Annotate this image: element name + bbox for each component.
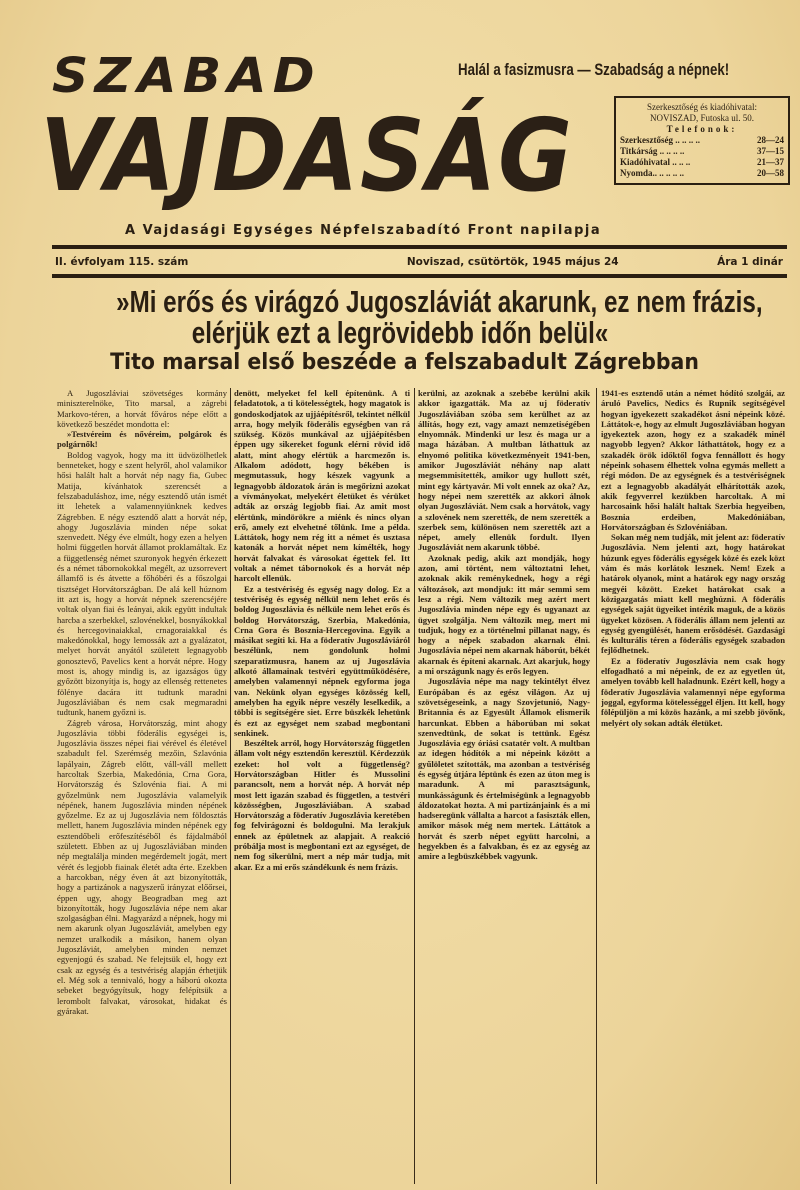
article-paragraph: denött, melyeket fel kell építenünk. A ti feladatotok, a ti kötelességtek, hogy magatok is gondoskodjatok az ujjáépítésről, tekintet nélkül arra, hogy melyik föderális egységben van rá szükség. Közös munkával az ujjáépítésben éppen ugy sikereket fogunk elérni rövid idő alatt, mint ahogy elértük a harcmezőn is. Alkalom adódott, hogy békében is megmutassuk, hogy készek vagyunk a legnagyobb áldozatok árán is megőrizni azokat a vívmányokat, melyekért életüket és vérüket adták az ország legjobb fiai. Az amit most elértünk, mindörökre a miénk és nincs olyan erő, amely ezt elvehetné tőlünk. Ime a példa. Láttátok, hogy nem rég itt a német és usztasa katonák a horvát népet nem kímélték, hogy horvát falvakat és városokat égettek fel. Itt voltak a német tábornokok és a horvát nép harcolt ellenük. — [234, 388, 410, 584]
masthead-title: VAJDASÁG — [40, 97, 574, 214]
article-paragraph: Jugoszlávia népe ma nagy tekintélyt élvez Európában és az egész világon. Az uj szövetségeseink, a nagy Szovjetunió, Nagy-Britannia és az Egyesült Államok elismerik harcunkat. Ebben a háborúban mi sokat szenvedtünk, de sokat is tettünk. Egész Jugoszlávia egy óriási csatatér volt. A multban az idegen hódítók a mi népeink között a gyűlöletet szították, ma azonban a testvériség és egység útjára léptünk és ezen az úton meg is maradunk. A mi parasztságunk, munkásságunk és értelmiségünk a legnagyobb áldozatokat hozta. A mi partizánjaink és a mi hadseregünk vállalta a harcot a fasiszták ellen, amikor mások még nem mertek. Láttátok a horvát és szerb népet együtt harcolni, a hegyekben és a falvakban, és ez az egység az amire a legbüszkébbek vagyunk. — [418, 676, 590, 862]
dateline — [55, 256, 783, 269]
editorial-info-box — [614, 96, 790, 185]
divider-rule — [52, 245, 787, 249]
info-office: Szerkesztőség és kiadóhivatal: — [647, 102, 757, 112]
masthead-slogan: Halál a fasizmusra — Szabadság a népnek! — [458, 60, 730, 79]
article-paragraph: Ez a föderatív Jugoszlávia nem csak hogy elfogadható a mi népeink, de ez az egyetlen út, amelyen tovább kell haladnunk. Ezért kell, hogy a föderatív Jugoszlávia valamennyi népe egyforma joggal, egyforma kötelességgel éljen. Itt kell, hogy fölépüljön a mi közös hazánk, a mi szebb jövőnk, melyért oly sokan adták életüket. — [601, 655, 785, 728]
article-paragraph: kerülni, az azoknak a szebébe kerülni akik akkor igazgatták. Ma az uj föderatív Jugoszláviában szóba sem kerülhet az az állítás, hogy ezt, vagy amazt nemzetiségében elnyomnák. Mindenki ur lesz és maga ur a maga házában. A multban láthattuk az elnyomó politika következményeit 1941-ben, amikor Jugoszláviát néhány nap alatt megsemmisítették, amikor ugy hullott szét, mint egy kártyavár. Mi volt ennek az oka? Az, hogy népei nem szerették az akkori álnok olyan Jugoszláviát. Nem csak a horvátok, vagy a szlovének nem szerették, de nem szerették a szerbek sem, különösen nem szerették azt a népet, amely ellenük fordult. Ilyen Jugoszláviát nem akarunk többé. — [418, 388, 590, 553]
phone-label: Titkárság .. .. .. .. — [620, 146, 685, 156]
article-paragraph: Sokan még nem tudják, mit jelent az: föderatív Jugoszlávia. Nem jelenti azt, hogy határokat húzunk egyes föderális egységek közé és ezek közt vám és más korlátok lesznek. Nem! Ezek a határok olyanok, mint a határok egy nagy ország megyéi között. Ezeket határokat csak a közigazgatás miatt kell meghúzni. A föderális egységek saját ügyeiket intézik maguk, de a közös ügyeket közösen. A föderális állam nem jelenti az egység gyengülését, hanem erősödését. Gazdasági és kulturális téren a föderális egységek szabadon fejlődhetnek. — [601, 532, 785, 656]
phone-label: Szerkesztőség .. .. .. .. — [620, 135, 700, 145]
phone-row — [620, 157, 784, 168]
article-paragraph: Azoknak pedig, akik azt mondják, hogy azon, ami történt, nem változtatni lehet, azoknak akik reménykednek, hogy a régi változások, azt mondjuk: itt már semmi sem lesz a régi. Nem változik meg azért mert Jugoszlávia minden népe egy és ugyanazt az ügyet szolgálja. Nem változik meg, mert mi tudjuk, hogy ez a történelmi pillanat nagy, és hogy a népek szabadon akarnak élni. Jugoszlávia népei nem akarnak háborút, békét akarnak és építeni akarnak. Azt akarjuk, hogy a mi országunk nagy és erős legyen. — [418, 552, 590, 677]
article-paragraph: Boldog vagyok, hogy ma itt üdvözölhetlek benneteket, hogy e szent helyről, ahol valamikor hősi halált halt a horvát nép nagy fia, Gubec Matija, kívánhatok szerencsét a felszabaduláshoz, ime, négy esztendő után ismét itt lehetek a valamennyiünknek kedves Zágrebben. E négy esztendő alatt a horvát nép, ahogy Jugoszlávia minden népe sokat szenvedett. Négy éve elmúlt, hogy ezen a helyen holmi független horvát államot proklamáltak. Ez a függetlenség német szuronyok hegyén érkezett és a német tábornokokkal megélt, az uzsorrevert államfő is és átvette a főhóbéri és a főszolgai tisztséget Horvátországban. De alá kell húznom itt azt is, hogy a horvát népnek szerencséjére voltak olyan fiai és leányai, akik együtt indultak harcba a szerbekkel, szlovénekkel, bosnyákokkal és hercegovinaiakkal, crnagoraiakkal és makedónokkal, hogy lemossák azt a gyalázatot, melyet horvát anyától született legnagyobb gonosztevő, Pavelics kent a horvát népre. Hogy most is, ahogy mindig is, az igazságos ügy győzött bizonyítja is, hogy az ellenség rettenetes fölénye dacára itt tudtunk maradni Jugoszláviában és nem csak megmaradni tudtunk, hanem győzni is. — [57, 449, 227, 718]
column-divider — [230, 388, 231, 1184]
place-date: Noviszad, csütörtök, 1945 május 24 — [406, 256, 619, 268]
article-paragraph: Zágreb városa, Horvátország, mint ahogy Jugoszlávia többi föderális egységei is, Jugoszlávia összes népei fiai vérével és életével szabadult fel. Szerémség mezőin, Szlavónia lapályain, Zágreb előtt, váll-váll mellett harcoltak Szerbia, Makedónia, Crna Gora, Horvátország és Szlovénia fiai. A mi győzelmünk nem Jugoszlávia valamelyik népének, hanem Jugoszlávia minden népének győzelme. Ez az uj Jugoszlávia nem földosztás mellett, hanem Jugoszlávia minden népének egy esztendőbeli erőfeszítéséből és fájdalmából született. Ebben az uj Jugoszláviában minden nép megtalálja minden megérdemelt jogát, mert vérét és legjobb fiainak életét adta érte. Ezekben a harcokban, négy éven át azt bizonyították, hogy a partizánok a nagyszerű irányzat előőrsei, éppen ugy, ahogy Beogradban meg azt bizonyították, hogy Jugoszlávia népe nem akar szolgaságban élni. Magyarázd a népnek, hogy mi nem akarunk olyan Jugoszláviát, amelyben egy nemzet uralkodik a másikon, hanem olyan Jugoszláviát, amelyben minden nemzet egyenjogú és szabad. Ne felejtsük el, hogy ezt csak az egység és a testvériség alapján érhetjük el. Még sok a tennivaló, hogy a háború okozta sebeket begyógyítsuk, hogy felépítsük a lerombolt falvakat, városokat, hidakat és gyárakat. — [57, 717, 227, 1016]
phone-number: 37—15 — [757, 146, 784, 156]
divider-rule — [52, 274, 787, 278]
headline-line2: elérjük ezt a legrövidebb időn belül« — [191, 315, 609, 350]
headline-line1: »Mi erős és virágzó Jugoszláviát akarunk, ez nem frázis, — [116, 284, 763, 319]
article-paragraph: A Jugoszláviai szövetséges kormány miniszterelnöke, Tito marsal, a zágrebi Markovo-téren, a horvát főváros népe előtt a következő beszédet mondotta el: — [57, 388, 227, 429]
phone-row — [620, 135, 784, 146]
column-divider — [596, 388, 597, 1184]
article-paragraph: 1941-es esztendő után a német hódító szolgái, az áruló Pavelics, Nedics és Rupnik segítségével hogyan igyekezett szakadékot ásni népeink közé. Láttátok-e, hogy az elmult Jugoszláviában hogyan igyekeztek azon, hogy ez a szakadék minél nagyobb legyen? Akkor láthattátok, hogy ez a szakadék örök időktől fogva fennállott és hogy népeink sohasem élhettek volna egymás mellett a régi módon. De az egységnek és a testvériségnek ezt a legnagyobb akadályát elhárították azok, akik fegyverrel kezükben harcoltak. A mi harcosaink hősi halált haltak Szerbia hegyeiben, Bosznia erdeiben, Makedóniában, Horvátországban és Szlovéniában. — [601, 388, 785, 532]
article-paragraph: »Testvéreim és nővéreim, polgárok és polgárnők! — [57, 429, 227, 450]
column-divider — [414, 388, 415, 1184]
masthead-subtitle: A Vajdasági Egységes Népfelszabadító Front napilapja — [125, 223, 602, 238]
phone-number: 28—24 — [757, 135, 784, 145]
masthead-line1: SZABAD — [52, 48, 321, 104]
article-column-3 — [418, 388, 590, 1184]
main-headline — [25, 286, 775, 348]
phone-row — [620, 146, 784, 157]
phone-label: Kiadóhivatal .. .. .. — [620, 157, 691, 167]
article-paragraph: Ez a testvériség és egység nagy dolog. Ez a testvériség és egység nélkül nem lehet erős és boldog Jugoszlávia és nélküle nem lehet erős és boldog Horvátország, Szerbia, Makedónia, Crna Gora és Bosznia-Hercegovina. Egyik a másikat segíti ki. Ha a föderatív Jugoszláviáról beszélünk, nem gondolunk holmi szeparatizmusra, hanem az uj Jugoszlávia alkotó államainak testvéri együttműködésére, amelyben valamennyi népnek egyforma joga van. Nekünk olyan egységes közösség kell, amelyben ha egyik népre veszély leselkedik, a többi is segítségére siet. Erre büszkék lehetünk és ezt az egységet nem szabad megbontani senkinek. — [234, 583, 410, 738]
subheadline — [25, 350, 785, 376]
phone-label: Nyomda.. .. .. .. .. — [620, 168, 685, 178]
info-address: NOVISZAD, Futoska ul. 50. — [649, 113, 754, 123]
price: Ára 1 dinár — [717, 256, 783, 268]
article-column-2 — [234, 388, 410, 1184]
article-column-1 — [57, 388, 227, 1184]
phone-number: 21—37 — [757, 157, 784, 167]
article-column-4 — [601, 388, 785, 1184]
info-phones-title: Telefonok: — [666, 124, 738, 134]
phone-number: 20—58 — [757, 168, 784, 178]
phone-row — [620, 168, 784, 179]
article-paragraph: Beszéltek arról, hogy Horvátország független állam volt négy esztendőn keresztül. Kérdezzük ezeket: hol volt a függetlenség? Horvátországban Hitler és Mussolini parancsolt, nem a horvát nép. A horvát nép most lett igazán szabad és független, a testvéri közösségben, Jugoszláviában. A szabad Horvátország a föderatív Jugoszlávia keretében fog felvirágozni és boldogulni. Ma lerakjuk ennek az épületnek az alapjait. A reakció próbálja most is megbontani ezt az egységet, de nem fog sikerülni, mert a nép már tudja, mit akar. Ez a mi erős szándékunk és nem frázis. — [234, 738, 410, 872]
issue-volume: II. évfolyam 115. szám — [55, 256, 189, 268]
subheadline-text: Tito marsal első beszéde a felszabadult Zágrebban — [110, 350, 700, 375]
